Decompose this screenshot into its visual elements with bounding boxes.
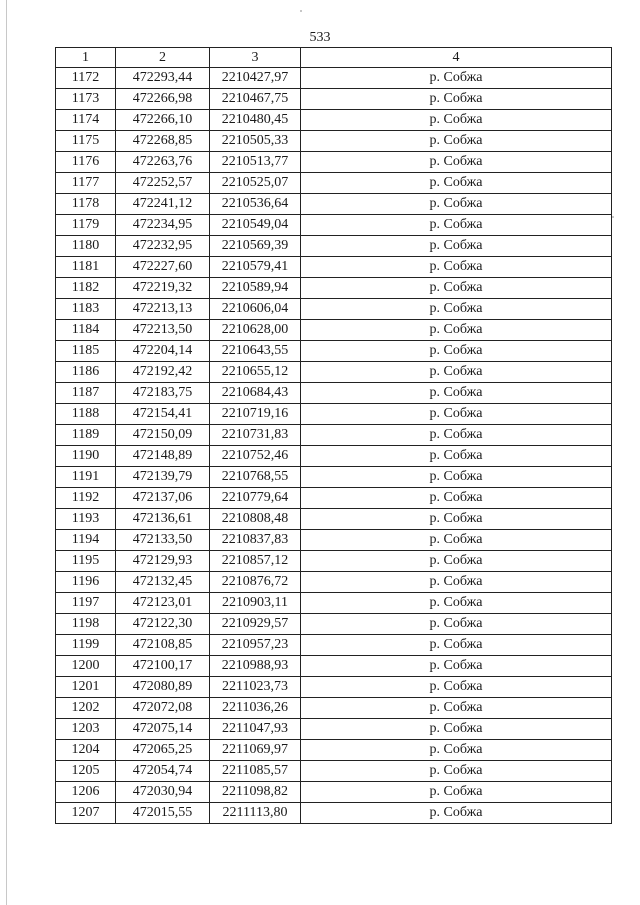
x-coordinate-cell: 472266,98 bbox=[116, 89, 210, 110]
y-coordinate-cell: 2210505,33 bbox=[210, 131, 301, 152]
description-cell: р. Собжа bbox=[301, 215, 612, 236]
x-coordinate-cell: 472204,14 bbox=[116, 341, 210, 362]
y-coordinate-cell: 2210467,75 bbox=[210, 89, 301, 110]
x-coordinate-cell: 472129,93 bbox=[116, 551, 210, 572]
y-coordinate-cell: 2211113,80 bbox=[210, 803, 301, 824]
y-coordinate-cell: 2210929,57 bbox=[210, 614, 301, 635]
table-body bbox=[56, 68, 612, 824]
table-row bbox=[56, 698, 612, 719]
point-number-cell: 1197 bbox=[56, 593, 116, 614]
x-coordinate-cell: 472148,89 bbox=[116, 446, 210, 467]
description-cell: р. Собжа bbox=[301, 509, 612, 530]
table-row bbox=[56, 488, 612, 509]
table-row bbox=[56, 278, 612, 299]
y-coordinate-cell: 2210606,04 bbox=[210, 299, 301, 320]
y-coordinate-cell: 2210628,00 bbox=[210, 320, 301, 341]
table-row bbox=[56, 782, 612, 803]
point-number-cell: 1199 bbox=[56, 635, 116, 656]
table-row bbox=[56, 719, 612, 740]
point-number-cell: 1192 bbox=[56, 488, 116, 509]
table-row bbox=[56, 467, 612, 488]
y-coordinate-cell: 2210988,93 bbox=[210, 656, 301, 677]
description-cell: р. Собжа bbox=[301, 761, 612, 782]
x-coordinate-cell: 472100,17 bbox=[116, 656, 210, 677]
point-number-cell: 1207 bbox=[56, 803, 116, 824]
x-coordinate-cell: 472219,32 bbox=[116, 278, 210, 299]
description-cell: р. Собжа bbox=[301, 740, 612, 761]
table-row bbox=[56, 614, 612, 635]
table-row bbox=[56, 446, 612, 467]
x-coordinate-cell: 472234,95 bbox=[116, 215, 210, 236]
x-coordinate-cell: 472268,85 bbox=[116, 131, 210, 152]
point-number-cell: 1183 bbox=[56, 299, 116, 320]
column-header-4: 4 bbox=[301, 48, 612, 68]
point-number-cell: 1184 bbox=[56, 320, 116, 341]
description-cell: р. Собжа bbox=[301, 89, 612, 110]
point-number-cell: 1195 bbox=[56, 551, 116, 572]
point-number-cell: 1203 bbox=[56, 719, 116, 740]
table-row bbox=[56, 425, 612, 446]
y-coordinate-cell: 2210427,97 bbox=[210, 68, 301, 89]
point-number-cell: 1206 bbox=[56, 782, 116, 803]
x-coordinate-cell: 472123,01 bbox=[116, 593, 210, 614]
y-coordinate-cell: 2210857,12 bbox=[210, 551, 301, 572]
description-cell: р. Собжа bbox=[301, 362, 612, 383]
table-row bbox=[56, 572, 612, 593]
x-coordinate-cell: 472213,50 bbox=[116, 320, 210, 341]
description-cell: р. Собжа bbox=[301, 341, 612, 362]
point-number-cell: 1181 bbox=[56, 257, 116, 278]
description-cell: р. Собжа bbox=[301, 383, 612, 404]
x-coordinate-cell: 472241,12 bbox=[116, 194, 210, 215]
point-number-cell: 1186 bbox=[56, 362, 116, 383]
description-cell: р. Собжа bbox=[301, 530, 612, 551]
x-coordinate-cell: 472133,50 bbox=[116, 530, 210, 551]
y-coordinate-cell: 2210579,41 bbox=[210, 257, 301, 278]
description-cell: р. Собжа bbox=[301, 194, 612, 215]
x-coordinate-cell: 472065,25 bbox=[116, 740, 210, 761]
y-coordinate-cell: 2210731,83 bbox=[210, 425, 301, 446]
description-cell: р. Собжа bbox=[301, 320, 612, 341]
description-cell: р. Собжа bbox=[301, 677, 612, 698]
y-coordinate-cell: 2211023,73 bbox=[210, 677, 301, 698]
point-number-cell: 1191 bbox=[56, 467, 116, 488]
x-coordinate-cell: 472266,10 bbox=[116, 110, 210, 131]
table-row bbox=[56, 740, 612, 761]
coordinates-table-container bbox=[55, 47, 612, 824]
column-header-1: 1 bbox=[56, 48, 116, 68]
point-number-cell: 1193 bbox=[56, 509, 116, 530]
point-number-cell: 1172 bbox=[56, 68, 116, 89]
description-cell: р. Собжа bbox=[301, 257, 612, 278]
description-cell: р. Собжа bbox=[301, 551, 612, 572]
x-coordinate-cell: 472072,08 bbox=[116, 698, 210, 719]
table-row bbox=[56, 404, 612, 425]
table-row bbox=[56, 761, 612, 782]
scan-speck bbox=[612, 216, 614, 218]
table-row bbox=[56, 89, 612, 110]
y-coordinate-cell: 2210808,48 bbox=[210, 509, 301, 530]
point-number-cell: 1204 bbox=[56, 740, 116, 761]
point-number-cell: 1178 bbox=[56, 194, 116, 215]
x-coordinate-cell: 472192,42 bbox=[116, 362, 210, 383]
description-cell: р. Собжа bbox=[301, 719, 612, 740]
y-coordinate-cell: 2210549,04 bbox=[210, 215, 301, 236]
description-cell: р. Собжа bbox=[301, 782, 612, 803]
x-coordinate-cell: 472183,75 bbox=[116, 383, 210, 404]
description-cell: р. Собжа bbox=[301, 110, 612, 131]
point-number-cell: 1187 bbox=[56, 383, 116, 404]
x-coordinate-cell: 472213,13 bbox=[116, 299, 210, 320]
x-coordinate-cell: 472150,09 bbox=[116, 425, 210, 446]
x-coordinate-cell: 472136,61 bbox=[116, 509, 210, 530]
description-cell: р. Собжа bbox=[301, 299, 612, 320]
x-coordinate-cell: 472263,76 bbox=[116, 152, 210, 173]
x-coordinate-cell: 472252,57 bbox=[116, 173, 210, 194]
y-coordinate-cell: 2210752,46 bbox=[210, 446, 301, 467]
y-coordinate-cell: 2210536,64 bbox=[210, 194, 301, 215]
page-number: 533 bbox=[309, 30, 331, 45]
table-row bbox=[56, 152, 612, 173]
table-row bbox=[56, 131, 612, 152]
point-number-cell: 1194 bbox=[56, 530, 116, 551]
description-cell: р. Собжа bbox=[301, 68, 612, 89]
table-row bbox=[56, 110, 612, 131]
point-number-cell: 1202 bbox=[56, 698, 116, 719]
description-cell: р. Собжа bbox=[301, 488, 612, 509]
scan-margin-line bbox=[6, 0, 7, 905]
description-cell: р. Собжа bbox=[301, 131, 612, 152]
x-coordinate-cell: 472132,45 bbox=[116, 572, 210, 593]
point-number-cell: 1188 bbox=[56, 404, 116, 425]
description-cell: р. Собжа bbox=[301, 698, 612, 719]
x-coordinate-cell: 472227,60 bbox=[116, 257, 210, 278]
table-row bbox=[56, 635, 612, 656]
table-row bbox=[56, 194, 612, 215]
x-coordinate-cell: 472108,85 bbox=[116, 635, 210, 656]
table-row bbox=[56, 593, 612, 614]
point-number-cell: 1177 bbox=[56, 173, 116, 194]
y-coordinate-cell: 2210719,16 bbox=[210, 404, 301, 425]
x-coordinate-cell: 472137,06 bbox=[116, 488, 210, 509]
point-number-cell: 1182 bbox=[56, 278, 116, 299]
description-cell: р. Собжа bbox=[301, 446, 612, 467]
point-number-cell: 1180 bbox=[56, 236, 116, 257]
table-row bbox=[56, 257, 612, 278]
x-coordinate-cell: 472075,14 bbox=[116, 719, 210, 740]
description-cell: р. Собжа bbox=[301, 173, 612, 194]
table-row bbox=[56, 677, 612, 698]
description-cell: р. Собжа bbox=[301, 593, 612, 614]
table-row bbox=[56, 236, 612, 257]
x-coordinate-cell: 472293,44 bbox=[116, 68, 210, 89]
table-row bbox=[56, 551, 612, 572]
point-number-cell: 1189 bbox=[56, 425, 116, 446]
point-number-cell: 1190 bbox=[56, 446, 116, 467]
description-cell: р. Собжа bbox=[301, 236, 612, 257]
description-cell: р. Собжа bbox=[301, 803, 612, 824]
y-coordinate-cell: 2210768,55 bbox=[210, 467, 301, 488]
y-coordinate-cell: 2210684,43 bbox=[210, 383, 301, 404]
table-row bbox=[56, 530, 612, 551]
y-coordinate-cell: 2210957,23 bbox=[210, 635, 301, 656]
description-cell: р. Собжа bbox=[301, 425, 612, 446]
point-number-cell: 1185 bbox=[56, 341, 116, 362]
x-coordinate-cell: 472030,94 bbox=[116, 782, 210, 803]
y-coordinate-cell: 2210837,83 bbox=[210, 530, 301, 551]
y-coordinate-cell: 2211047,93 bbox=[210, 719, 301, 740]
table-row bbox=[56, 509, 612, 530]
y-coordinate-cell: 2210513,77 bbox=[210, 152, 301, 173]
point-number-cell: 1198 bbox=[56, 614, 116, 635]
y-coordinate-cell: 2210589,94 bbox=[210, 278, 301, 299]
y-coordinate-cell: 2210643,55 bbox=[210, 341, 301, 362]
point-number-cell: 1200 bbox=[56, 656, 116, 677]
y-coordinate-cell: 2210655,12 bbox=[210, 362, 301, 383]
description-cell: р. Собжа bbox=[301, 467, 612, 488]
table-row bbox=[56, 383, 612, 404]
y-coordinate-cell: 2211098,82 bbox=[210, 782, 301, 803]
description-cell: р. Собжа bbox=[301, 572, 612, 593]
x-coordinate-cell: 472232,95 bbox=[116, 236, 210, 257]
table-row bbox=[56, 803, 612, 824]
column-header-2: 2 bbox=[116, 48, 210, 68]
scan-speck bbox=[300, 10, 302, 12]
y-coordinate-cell: 2210903,11 bbox=[210, 593, 301, 614]
description-cell: р. Собжа bbox=[301, 404, 612, 425]
table-row bbox=[56, 215, 612, 236]
table-row bbox=[56, 68, 612, 89]
description-cell: р. Собжа bbox=[301, 635, 612, 656]
y-coordinate-cell: 2210569,39 bbox=[210, 236, 301, 257]
x-coordinate-cell: 472015,55 bbox=[116, 803, 210, 824]
x-coordinate-cell: 472054,74 bbox=[116, 761, 210, 782]
table-row bbox=[56, 341, 612, 362]
y-coordinate-cell: 2211036,26 bbox=[210, 698, 301, 719]
description-cell: р. Собжа bbox=[301, 152, 612, 173]
point-number-cell: 1196 bbox=[56, 572, 116, 593]
point-number-cell: 1176 bbox=[56, 152, 116, 173]
point-number-cell: 1175 bbox=[56, 131, 116, 152]
column-header-3: 3 bbox=[210, 48, 301, 68]
point-number-cell: 1173 bbox=[56, 89, 116, 110]
y-coordinate-cell: 2211069,97 bbox=[210, 740, 301, 761]
table-row bbox=[56, 299, 612, 320]
y-coordinate-cell: 2210480,45 bbox=[210, 110, 301, 131]
description-cell: р. Собжа bbox=[301, 614, 612, 635]
x-coordinate-cell: 472122,30 bbox=[116, 614, 210, 635]
x-coordinate-cell: 472139,79 bbox=[116, 467, 210, 488]
x-coordinate-cell: 472154,41 bbox=[116, 404, 210, 425]
y-coordinate-cell: 2210876,72 bbox=[210, 572, 301, 593]
table-row bbox=[56, 320, 612, 341]
point-number-cell: 1205 bbox=[56, 761, 116, 782]
x-coordinate-cell: 472080,89 bbox=[116, 677, 210, 698]
point-number-cell: 1179 bbox=[56, 215, 116, 236]
coordinates-table bbox=[55, 47, 612, 824]
table-header-row bbox=[56, 48, 612, 68]
table-row bbox=[56, 362, 612, 383]
description-cell: р. Собжа bbox=[301, 278, 612, 299]
table-row bbox=[56, 656, 612, 677]
point-number-cell: 1174 bbox=[56, 110, 116, 131]
y-coordinate-cell: 2210779,64 bbox=[210, 488, 301, 509]
table-row bbox=[56, 173, 612, 194]
y-coordinate-cell: 2211085,57 bbox=[210, 761, 301, 782]
point-number-cell: 1201 bbox=[56, 677, 116, 698]
description-cell: р. Собжа bbox=[301, 656, 612, 677]
y-coordinate-cell: 2210525,07 bbox=[210, 173, 301, 194]
